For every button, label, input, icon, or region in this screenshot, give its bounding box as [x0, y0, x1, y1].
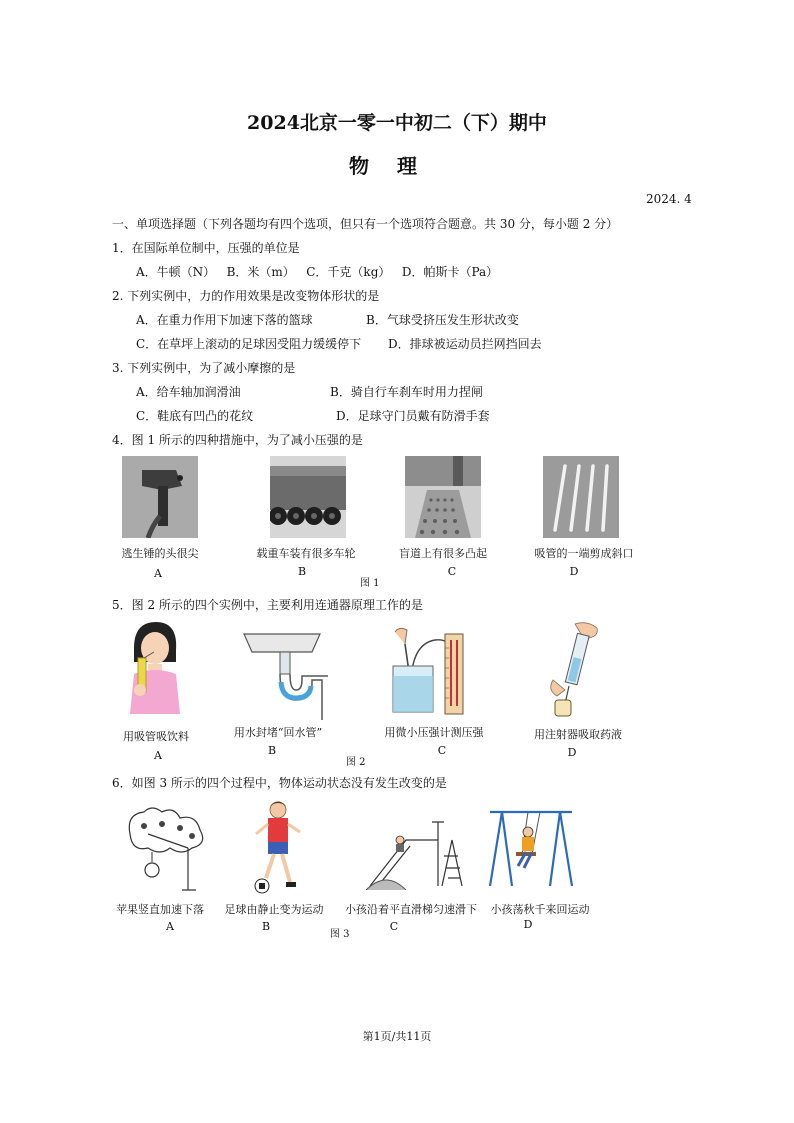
question-2-option-a: A．在重力作用下加速下落的篮球 — [136, 313, 313, 327]
question-5: 5．图 2 所示的四个实例中，主要利用连通器原理工作的是 — [112, 598, 423, 612]
figure1-label: 图 1 — [360, 578, 380, 589]
question-3-option-a: A．给车轴加润滑油 — [136, 385, 241, 399]
figure1-caption-c: 盲道上有很多凸起 — [399, 547, 487, 560]
figure2-label: 图 2 — [346, 757, 366, 768]
figure1-caption-a: 逃生锤的头很尖 — [121, 547, 199, 560]
page-number: 第1页/共11页 — [362, 1030, 432, 1043]
boy-kicking-ball-image — [250, 800, 306, 896]
figure2-letter-c: C — [437, 744, 447, 757]
question-3: 3. 下列实例中，为了减小摩擦的是 — [112, 361, 296, 375]
figure3-label: 图 3 — [330, 929, 350, 940]
figure3-caption-c: 小孩沿着平直滑梯匀速滑下 — [345, 903, 477, 916]
girl-drinking-image — [120, 618, 190, 718]
figure3-caption-b: 足球由静止变为运动 — [224, 903, 324, 916]
question-3-option-b: B．骑自行车刹车时用力捏闸 — [330, 385, 483, 399]
figure1-caption-d: 吸管的一端剪成斜口 — [534, 547, 634, 560]
question-3-option-d: D．足球守门员戴有防滑手套 — [336, 409, 490, 423]
swing-image — [486, 808, 576, 890]
question-6: 6．如图 3 所示的四个过程中，物体运动状态没有发生改变的是 — [112, 776, 447, 790]
straws-image — [543, 456, 619, 538]
question-2-option-d: D．排球被运动员拦网挡回去 — [388, 337, 542, 351]
section-heading: 一、单项选择题（下列各题均有四个选项，但只有一个选项符合题意。共 30 分，每小题 2 分） — [112, 217, 619, 231]
figure1-caption-b: 载重车装有很多车轮 — [256, 547, 356, 560]
figure1-letter-a: A — [154, 567, 162, 580]
figure1-letter-b: B — [297, 565, 307, 578]
question-1: 1．在国际单位制中，压强的单位是 — [112, 241, 300, 255]
sink-trap-image — [240, 630, 330, 720]
heavy-truck-image — [270, 456, 346, 538]
question-2-option-c: C．在草坪上滚动的足球因受阻力缓缓停下 — [136, 337, 362, 351]
figure2-caption-c: 用微小压强计测压强 — [384, 726, 484, 739]
figure2-letter-d: D — [567, 746, 577, 759]
figure1-letter-d: D — [569, 565, 579, 578]
question-1-options: A．牛顿（N） B．米（m） C．千克（kg） D．帕斯卡（Pa） — [136, 265, 499, 279]
apple-tree-image — [122, 804, 208, 894]
syringe-image — [545, 620, 605, 720]
figure3-caption-d: 小孩荡秋千来回运动 — [490, 903, 590, 916]
figure1-letter-c: C — [447, 565, 457, 578]
figure3-letter-b: B — [261, 920, 271, 933]
tactile-paving-image — [405, 456, 481, 538]
slide-image — [366, 810, 466, 890]
figure3-letter-a: A — [166, 920, 174, 933]
figure2-caption-a: 用吸管吸饮料 — [123, 730, 189, 743]
subject-title: 物理 — [349, 154, 445, 178]
figure2-letter-a: A — [154, 749, 162, 762]
figure2-letter-b: B — [267, 744, 277, 757]
escape-hammer-image — [122, 456, 198, 538]
question-2: 2. 下列实例中，力的作用效果是改变物体形状的是 — [112, 289, 380, 303]
figure2-caption-d: 用注射器吸取药液 — [534, 728, 622, 741]
question-3-option-c: C．鞋底有凹凸的花纹 — [136, 409, 254, 423]
figure3-letter-d: D — [523, 918, 533, 931]
pressure-gauge-image — [385, 624, 475, 718]
question-4: 4．图 1 所示的四种措施中，为了减小压强的是 — [112, 433, 363, 447]
question-2-option-b: B．气球受挤压发生形状改变 — [366, 313, 519, 327]
figure2-caption-b: 用水封堵“回水管” — [233, 726, 323, 739]
exam-date: 2024. 4 — [646, 192, 692, 206]
page-title: 2024北京一零一中初二（下）期中 — [247, 112, 547, 134]
figure3-caption-a: 苹果竖直加速下落 — [116, 903, 204, 916]
figure3-letter-c: C — [389, 920, 399, 933]
